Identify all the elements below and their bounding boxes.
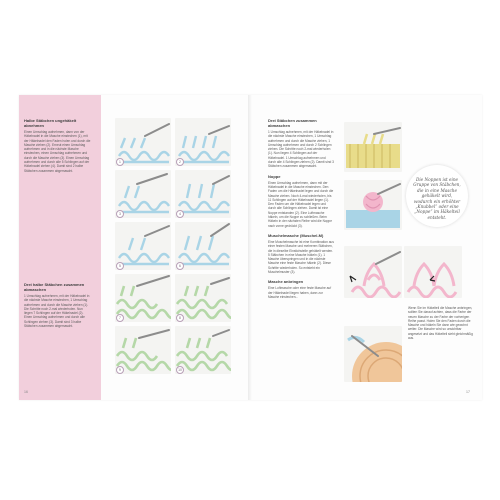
left-section2-body: 1 Umschlag aufnehmen, mit der Häkelnadel in die nächste Masche einstechen, 1 Umschlag aufnehmen und durch die Masche ziehen (1). Die Schritte noch 2-mal wiederholen. Nun liegen 7 Schlingen auf der Häkelnadel (2). Einen Umschlag aufnehmen und durch alle Schlingen ziehen (3). Damit sind 3 halbe Stäbchen zusammen abgemascht. bbox=[24, 294, 90, 329]
step-number: 4 bbox=[176, 210, 184, 218]
crochet-photo bbox=[115, 170, 171, 218]
left-section2-title: Drei halbe Stäbchen zusammen abmaschen bbox=[24, 282, 85, 292]
right-text-column bbox=[268, 118, 334, 299]
right-section1-body: 1 Umschlag aufnehmen, mit der Häkelnadel in die nächste Masche einstechen, 1 Umschlag aufnehmen und durch die Masche ziehen, 1 Umschlag aufnehmen und durch 2 Schlingen ziehen. Die Schritte noch 2-mal wiederholen (1). Nun liegen 4 Schlingen auf der Häkelnadel. 1 Umschlag aufnehmen und durch alle 4 Schlingen ziehen (2). Damit sind 3 Stäbchen zusammen abgemascht. bbox=[268, 130, 334, 169]
crochet-photo bbox=[115, 326, 171, 374]
right-section3-title: Muschelmasche (Muschel-M) bbox=[268, 232, 324, 238]
step-number: 1 bbox=[116, 158, 124, 166]
crochet-photo bbox=[344, 326, 402, 382]
crochet-photo bbox=[175, 326, 231, 374]
right-section2-body: Einen Umschlag aufnehmen, dann mit der Häkelnadel in die Masche einstechen. Den Faden um die Häkelnadel legen und durch die Masche ziehen. Noch 4-mal wiederholen, bis 11 Schlingen auf der Häkelnadel liegen (1). Den Faden um die Häkelnadel legen und durch alle Schlingen ziehen. Damit ist eine Noppe entstanden (2). Eine Luftmasche häkeln, um die Noppe zu schließen. Beim Häkeln in der nächsten Reihe wird die Noppe nach vorne gedrückt (3). bbox=[268, 180, 334, 228]
left-section1-body: Einen Umschlag aufnehmen, dann von der Häkelnadel in die Masche einstechen (1), mit der Häkelnadel den Faden holen und durch die Masche ziehen (2). Erneut einen Umschlag aufnehmen und in die nächste Masche einstechen, einen Umschlag aufnehmen und durch die Masche ziehen (3). Einen Umschlag aufnehmen und durch alle 5 Schlingen auf der Häkelnadel ziehen (4). Damit sind 2 halbe Stäbchen zusammen abgemascht. bbox=[24, 130, 91, 173]
right-section1-title: Drei Stäbchen zusammen abmaschen bbox=[268, 118, 317, 128]
crochet-photo bbox=[404, 246, 462, 298]
step-number: 9 bbox=[116, 366, 124, 374]
crochet-photo bbox=[115, 118, 171, 166]
left-section1 bbox=[24, 118, 92, 173]
step-number: 5 bbox=[116, 262, 124, 270]
crochet-photo bbox=[175, 170, 231, 218]
right-section4-body: Eine Luftmasche oder eine feste Masche auf der Häkelnadel liegen haben, dann zur Masche einstechen... bbox=[268, 286, 332, 299]
step-number: 7 bbox=[116, 314, 124, 322]
page-number-left: 16 bbox=[24, 390, 28, 394]
crochet-photo bbox=[115, 222, 171, 270]
step-number: 8 bbox=[176, 314, 184, 322]
right-section3-body: Eine Muschelmasche ist eine Kombination aus einer festen Masche und mehreren Stäbchen, die in dieselbe Einstichstelle gehäkelt werden. 5 Stäbchen in eine Masche häkeln (1). 1 Masche überspringen und in die nächste Masche eine feste Masche häkeln (2). Diese Schritte wiederholen. So entsteht ein Muschelmuster (3). bbox=[268, 239, 334, 275]
crochet-photo bbox=[175, 222, 231, 270]
left-section1-title: Halbe Stäbchen ungehäkelt abnehmen bbox=[24, 118, 77, 128]
step-number: 6 bbox=[176, 262, 184, 270]
right-bottom-text: Wenn Sie im Häkelteil die Masche anbringen, sollten Sie darauf achten, dass die Farbe der neuen Masche zu der Farbe der vorherigen Reihe passt. Holen Sie den Faden durch die Masche und häkeln Sie dann wie gewohnt weiter. Die Masche wird so unsichtbar angesetzt und das Häkelteil sieht gleichmäßig aus. bbox=[408, 306, 473, 341]
crochet-photo bbox=[344, 180, 402, 230]
step-number: 3 bbox=[116, 210, 124, 218]
right-section4-title: Masche anbringen bbox=[268, 279, 304, 285]
tip-callout: Die Noppen ist eine Gruppe von Stäbchen, die in eine Masche gehäkelt wird, wodurch ein erhöhter „Knubbel“ oder eine „Noppe“ im Häkelteil entsteht. bbox=[406, 165, 468, 227]
left-section2 bbox=[24, 282, 92, 328]
book-spine bbox=[248, 95, 252, 400]
crochet-photo bbox=[344, 122, 402, 172]
crochet-photo bbox=[175, 118, 231, 166]
crochet-photo bbox=[115, 274, 171, 322]
right-section2-title: Noppe bbox=[268, 173, 281, 179]
step-number: 10 bbox=[176, 366, 184, 374]
page-number-right: 17 bbox=[466, 390, 470, 394]
crochet-photo bbox=[175, 274, 231, 322]
crochet-photo bbox=[344, 246, 402, 298]
step-number: 2 bbox=[176, 158, 184, 166]
